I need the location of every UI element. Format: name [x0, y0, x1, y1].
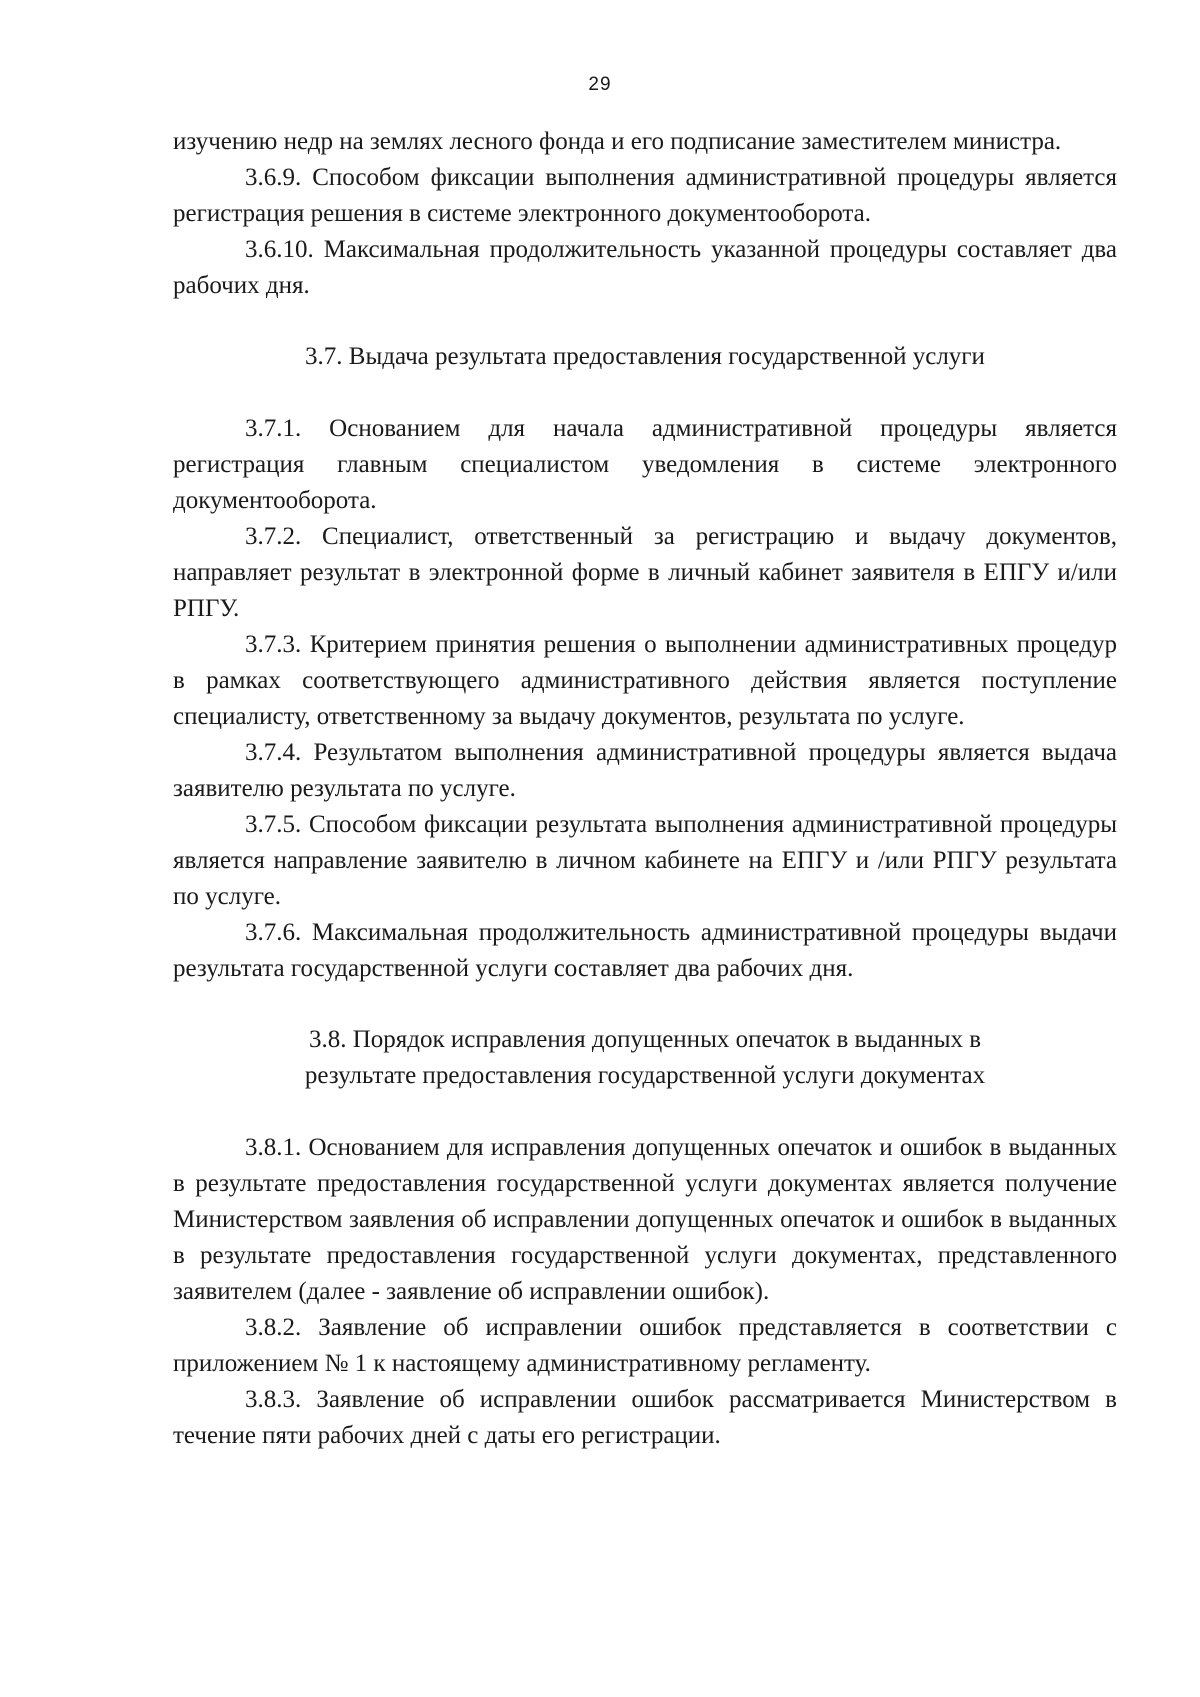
heading-line: 3.7. Выдача результата предоставления государственной услуги [305, 343, 985, 370]
heading-line: 3.8. Порядок исправления допущенных опечаток в выданных в [308, 1026, 982, 1053]
page-number: 29 [588, 74, 612, 95]
paragraph-3-7-1: 3.7.1. Основанием для начала административной процедуры является регистрация главным специалистом уведомления в системе электронного документооборота. [173, 415, 1117, 514]
paragraph-3-7-4: 3.7.4. Результатом выполнения административной процедуры является выдача заявителю результата по услуге. [173, 739, 1117, 802]
section-heading-3-8 [173, 1022, 1117, 1094]
paragraph-3-8-1: 3.8.1. Основанием для исправления допущенных опечаток и ошибок в выданных в результате предоставления государственной услуги документах является получение Министерством заявления об исправлении допущенных опечаток и ошибок в выданных в результате предоставления государственной услуги документах, представленного заявителем (далее - заявление об исправлении ошибок). [173, 1134, 1117, 1305]
paragraph-continuation: изучению недр на землях лесного фонда и его подписание заместителем министра. [173, 128, 1062, 155]
paragraph-3-8-2: 3.8.2. Заявление об исправлении ошибок представляется в соответствии с приложением № 1 к настоящему административному регламенту. [173, 1314, 1117, 1377]
paragraph-3-7-5: 3.7.5. Способом фиксации результата выполнения административной процедуры является направление заявителю в личном кабинете на ЕПГУ и /или РПГУ результата по услуге. [173, 811, 1117, 910]
paragraph-3-6-9: 3.6.9. Способом фиксации выполнения административной процедуры является регистрация решения в системе электронного документооборота. [173, 164, 1117, 227]
paragraph-3-7-3: 3.7.3. Критерием принятия решения о выполнении административных процедур в рамках соответствующего административного действия является поступление специалисту, ответственному за выдачу документов, результата по услуге. [173, 631, 1117, 730]
page-body [173, 124, 1117, 1454]
section-heading-3-7 [173, 339, 1117, 375]
paragraph-3-7-6: 3.7.6. Максимальная продолжительность административной процедуры выдачи результата государственной услуги составляет два рабочих дня. [173, 919, 1117, 982]
paragraph-3-6-10: 3.6.10. Максимальная продолжительность указанной процедуры составляет два рабочих дня. [173, 236, 1117, 299]
paragraph-3-8-3: 3.8.3. Заявление об исправлении ошибок рассматривается Министерством в течение пяти рабочих дней с даты его регистрации. [173, 1386, 1117, 1449]
heading-line: результате предоставления государственной услуги документах [304, 1062, 986, 1089]
paragraph-3-7-2: 3.7.2. Специалист, ответственный за регистрацию и выдачу документов, направляет результат в электронной форме в личный кабинет заявителя в ЕПГУ и/или РПГУ. [173, 523, 1117, 622]
